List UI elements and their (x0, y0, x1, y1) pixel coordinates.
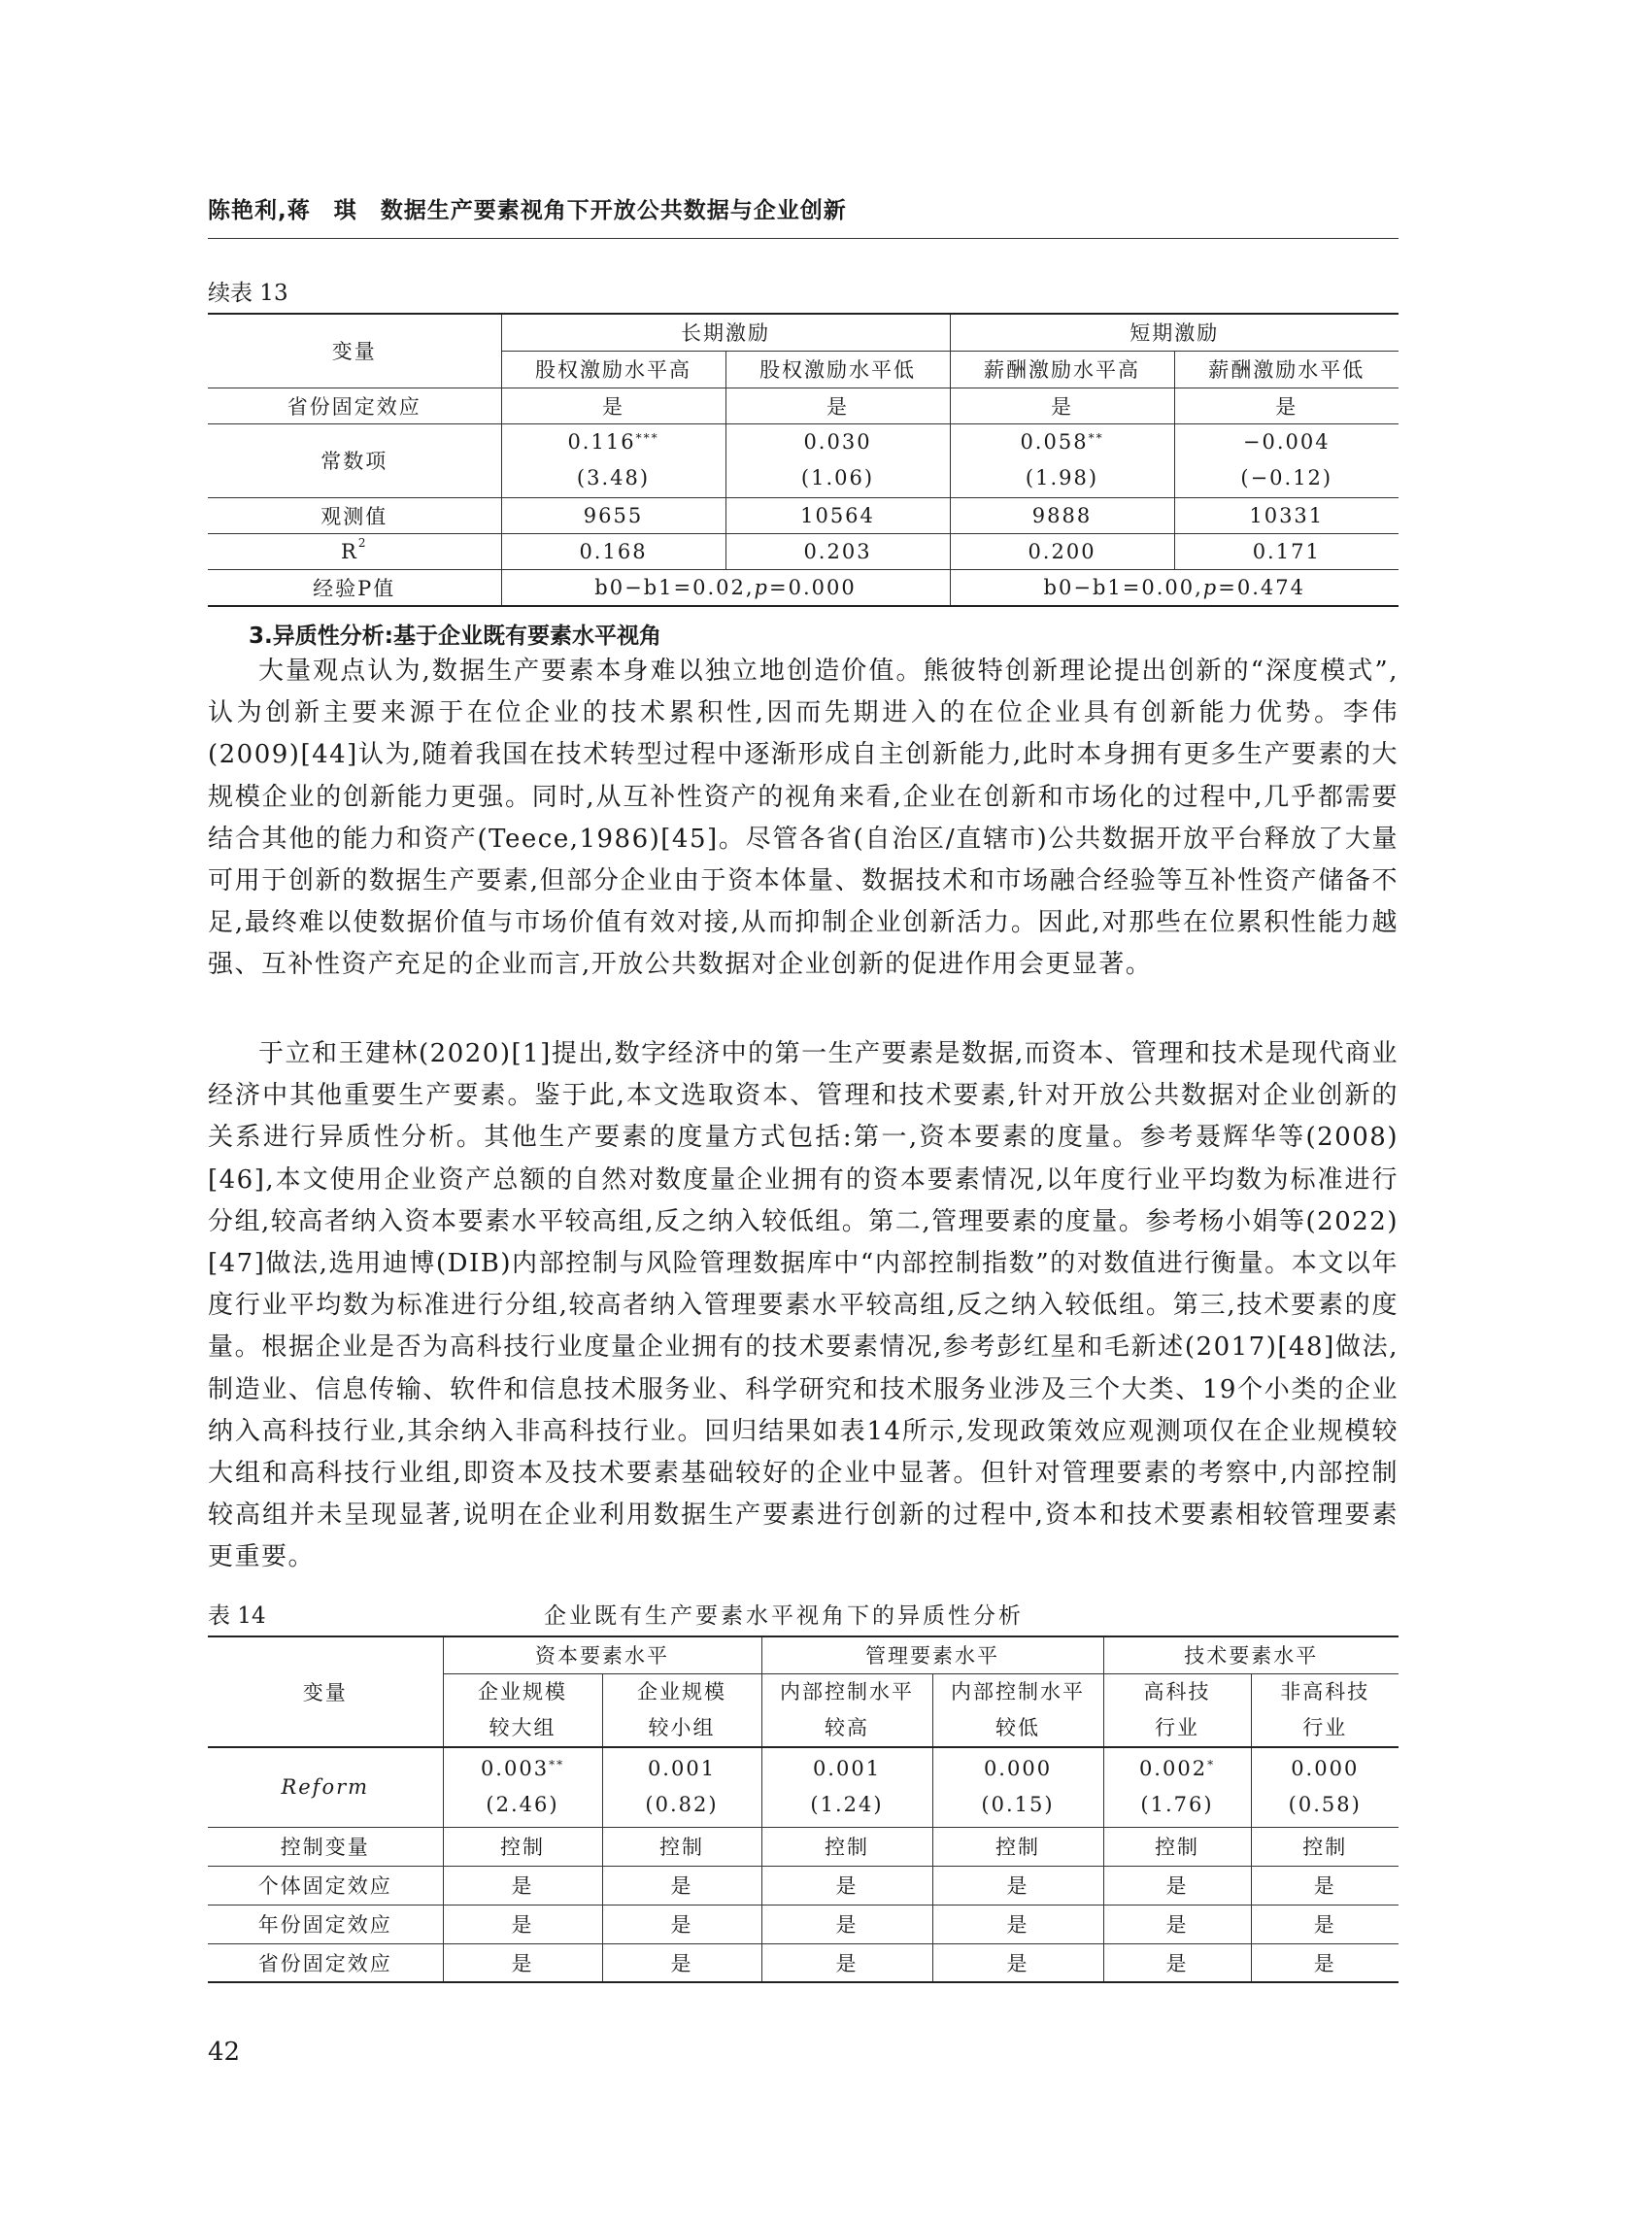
table13-cell (501, 569, 950, 606)
t-value: (1.06) (800, 466, 875, 489)
table14-group-header: 技术要素水平 (1103, 1636, 1399, 1673)
table13-cell: 是 (501, 388, 725, 423)
table13-cell: 9888 (950, 497, 1174, 533)
p-test-text: b0−b1=0.00, (1043, 575, 1203, 599)
page-number: 42 (208, 2038, 241, 2067)
table14-cell: 控制 (602, 1827, 761, 1866)
sub-header-line: 高科技 (1143, 1679, 1211, 1703)
table14-cell: 是 (932, 1866, 1103, 1905)
table13-sub-header: 股权激励水平高 (501, 351, 725, 388)
table14-sub-header (1251, 1673, 1399, 1747)
table14-var-header: 变量 (208, 1636, 443, 1747)
table13-cell: 10331 (1174, 497, 1399, 533)
p-value: =0.474 (1218, 575, 1305, 599)
table14-cell (1251, 1747, 1399, 1827)
table14-cell: 是 (1251, 1943, 1399, 1982)
sub-header-line: 较小组 (648, 1715, 716, 1739)
table13-row-label (208, 533, 501, 569)
sub-header-line: 较大组 (489, 1715, 556, 1739)
table14-group-header: 资本要素水平 (443, 1636, 761, 1673)
table13-cell: 是 (725, 388, 950, 423)
table14-sub-header (1103, 1673, 1251, 1747)
sub-header-line: 内部控制水平 (951, 1679, 1085, 1703)
table13-sub-header: 股权激励水平低 (725, 351, 950, 388)
table13-row-label: 经验P值 (208, 569, 501, 606)
significance-stars: *** (635, 431, 659, 445)
coef-value: 0.001 (647, 1757, 717, 1781)
running-header: 陈艳利,蒋 琪 数据生产要素视角下开放公共数据与企业创新 (208, 198, 847, 223)
table14-cell (1103, 1747, 1251, 1827)
table14-cell: 是 (443, 1943, 602, 1982)
table14-cell: 是 (932, 1905, 1103, 1943)
table13-cell (501, 423, 725, 497)
table14-cell (761, 1747, 932, 1827)
table14-cell: 是 (761, 1943, 932, 1982)
table13-cell: 0.200 (950, 533, 1174, 569)
table14-cell: 是 (602, 1943, 761, 1982)
table14-sub-header (932, 1673, 1103, 1747)
table13-cell (950, 569, 1399, 606)
table13-cell (1174, 423, 1399, 497)
significance-stars: ** (549, 1758, 565, 1772)
table14-cell: 是 (1251, 1866, 1399, 1905)
table13-cell: 0.203 (725, 533, 950, 569)
table13-cell (725, 423, 950, 497)
sub-header-line: 较高 (825, 1715, 869, 1739)
table14-sub-header (443, 1673, 602, 1747)
table14-cell: 是 (761, 1866, 932, 1905)
t-value: (1.98) (1025, 466, 1099, 489)
paragraph-text: 于立和王建林(2020)[1]提出,数字经济中的第一生产要素是数据,而资本、管理和技术是现代商业经济中其他重要生产要素。鉴于此,本文选取资本、管理和技术要素,针对开放公共数据对企业创新的关系进行异质性分析。其他生产要素的度量方式包括:第一,资本要素的度量。参考聂辉华等(2008)[46],本文使用企业资产总额的自然对数度量企业拥有的资本要素情况,以年度行业平均数为标准进行分组,较高者纳入资本要素水平较高组,反之纳入较低组。第二,管理要素的度量。参考杨小娟等(2022)[47]做法,选用迪博(DIB)内部控制与风险管理数据库中“内部控制指数”的对数值进行衡量。本文以年度行业平均数为标准进行分组,较高者纳入管理要素水平较高组,反之纳入较低组。第三,技术要素的度量。根据企业是否为高科技行业度量企业拥有的技术要素情况,参考彭红星和毛新述(2017)[48]做法,制造业、信息传输、软件和信息技术服务业、科学研究和技术服务业涉及三个大类、19个小类的企业纳入高科技行业,其余纳入非高科技行业。回归结果如表14所示,发现政策效应观测项仅在企业规模较大组和高科技行业组,即资本及技术要素基础较好的企业中显著。但针对管理要素的考察中,内部控制较高组并未呈现显著,说明在企业利用数据生产要素进行创新的过程中,资本和技术要素相较管理要素更重要。 (208, 1039, 1399, 1572)
coef-value: −0.004 (1242, 430, 1331, 454)
r2-label: R (341, 539, 358, 563)
p-symbol: p (754, 575, 769, 599)
coef-value: 0.000 (1291, 1757, 1360, 1781)
sub-header-line: 非高科技 (1280, 1679, 1370, 1703)
table14-cell: 是 (443, 1866, 602, 1905)
table13-row-label: 常数项 (208, 423, 501, 497)
p-test-text: b0−b1=0.02, (594, 575, 755, 599)
significance-stars: ** (1088, 431, 1104, 445)
table14-sub-header (602, 1673, 761, 1747)
table14-caption-title: 企业既有生产要素水平视角下的异质性分析 (544, 1603, 1024, 1629)
table14-cell: 控制 (932, 1827, 1103, 1866)
paragraph-2 (208, 1033, 1399, 1579)
table13-cell: 10564 (725, 497, 950, 533)
sub-header-line: 内部控制水平 (780, 1679, 914, 1703)
table14-cell: 是 (1103, 1905, 1251, 1943)
table13-cell: 是 (950, 388, 1174, 423)
sub-header-line: 行业 (1302, 1715, 1348, 1739)
table14-group-header: 管理要素水平 (761, 1636, 1103, 1673)
table13-cell: 是 (1174, 388, 1399, 423)
section-heading: 3.异质性分析:基于企业既有要素水平视角 (249, 624, 661, 649)
table14-row-label: 年份固定效应 (208, 1905, 443, 1943)
table14-cell: 是 (1251, 1905, 1399, 1943)
t-value: (0.58) (1288, 1793, 1362, 1817)
t-value: (1.24) (810, 1793, 884, 1817)
table14-cell: 控制 (1251, 1827, 1399, 1866)
t-value: (1.76) (1140, 1793, 1214, 1817)
table13-group-short: 短期激励 (950, 314, 1399, 351)
t-value: (2.46) (486, 1793, 559, 1817)
header-rule (208, 238, 1399, 239)
r2-superscript: 2 (357, 535, 368, 550)
paragraph-text: 大量观点认为,数据生产要素本身难以独立地创造价值。熊彼特创新理论提出创新的“深度模式”,认为创新主要来源于在位企业的技术累积性,因而先期进入的在位企业具有创新能力优势。李伟(2009)[44]认为,随着我国在技术转型过程中逐渐形成自主创新能力,此时本身拥有更多生产要素的大规模企业的创新能力更强。同时,从互补性资产的视角来看,企业在创新和市场化的过程中,几乎都需要结合其他的能力和资产(Teece,1986)[45]。尽管各省(自治区/直辖市)公共数据开放平台释放了大量可用于创新的数据生产要素,但部分企业由于资本体量、数据技术和市场融合经验等互补性资产储备不足,最终难以使数据价值与市场价值有效对接,从而抑制企业创新活力。因此,对那些在位累积性能力越强、互补性资产充足的企业而言,开放公共数据对企业创新的促进作用会更显著。 (208, 657, 1399, 980)
coef-value: 0.003 (480, 1757, 550, 1781)
table14-row-label: 省份固定效应 (208, 1943, 443, 1982)
table13-row-label: 省份固定效应 (208, 388, 501, 423)
table13-cell: 0.171 (1174, 533, 1399, 569)
sub-header-line: 企业规模 (637, 1679, 726, 1703)
coef-value: 0.116 (567, 430, 636, 454)
table14-cell: 是 (761, 1905, 932, 1943)
t-value: (3.48) (576, 466, 651, 489)
table13-row-label: 观测值 (208, 497, 501, 533)
coef-value: 0.002 (1138, 1757, 1208, 1781)
table14-cell: 控制 (1103, 1827, 1251, 1866)
table13-cell (950, 423, 1174, 497)
table14-row-label: Reform (208, 1747, 443, 1827)
table14-cell: 是 (602, 1866, 761, 1905)
coef-value: 0.058 (1020, 430, 1089, 454)
t-value: (−0.12) (1240, 466, 1333, 489)
sub-header-line: 较低 (995, 1715, 1040, 1739)
table14-cell (443, 1747, 602, 1827)
table14-caption-label: 表 14 (208, 1603, 266, 1629)
table14-sub-header (761, 1673, 932, 1747)
table14-cell: 是 (1103, 1943, 1251, 1982)
sub-header-line: 行业 (1155, 1715, 1199, 1739)
table14-cell (602, 1747, 761, 1827)
table14-cell: 控制 (761, 1827, 932, 1866)
table13-cell: 9655 (501, 497, 725, 533)
t-value: (0.15) (981, 1793, 1055, 1817)
significance-stars: * (1207, 1758, 1216, 1772)
p-symbol: p (1202, 575, 1219, 599)
table14-row-label: 控制变量 (208, 1827, 443, 1866)
table14-cell (932, 1747, 1103, 1827)
table14-cell: 是 (1103, 1866, 1251, 1905)
table14-cell: 控制 (443, 1827, 602, 1866)
table13-sub-header: 薪酬激励水平高 (950, 351, 1174, 388)
p-value: =0.000 (768, 575, 857, 599)
coef-value: 0.030 (803, 430, 872, 454)
table13-cell: 0.168 (501, 533, 725, 569)
table13-group-long: 长期激励 (501, 314, 950, 351)
table14-cell: 是 (602, 1905, 761, 1943)
table13 (208, 313, 1399, 607)
table13-sub-header: 薪酬激励水平低 (1174, 351, 1399, 388)
table14-cell: 是 (932, 1943, 1103, 1982)
coef-value: 0.000 (983, 1757, 1053, 1781)
coef-value: 0.001 (812, 1757, 882, 1781)
table14-row-label: 个体固定效应 (208, 1866, 443, 1905)
table13-var-header: 变量 (208, 314, 501, 388)
sub-header-line: 企业规模 (478, 1679, 567, 1703)
table14-cell: 是 (443, 1905, 602, 1943)
t-value: (0.82) (645, 1793, 719, 1817)
paragraph-1 (208, 651, 1399, 987)
table13-caption: 续表 13 (208, 281, 288, 306)
table14 (208, 1636, 1399, 1983)
